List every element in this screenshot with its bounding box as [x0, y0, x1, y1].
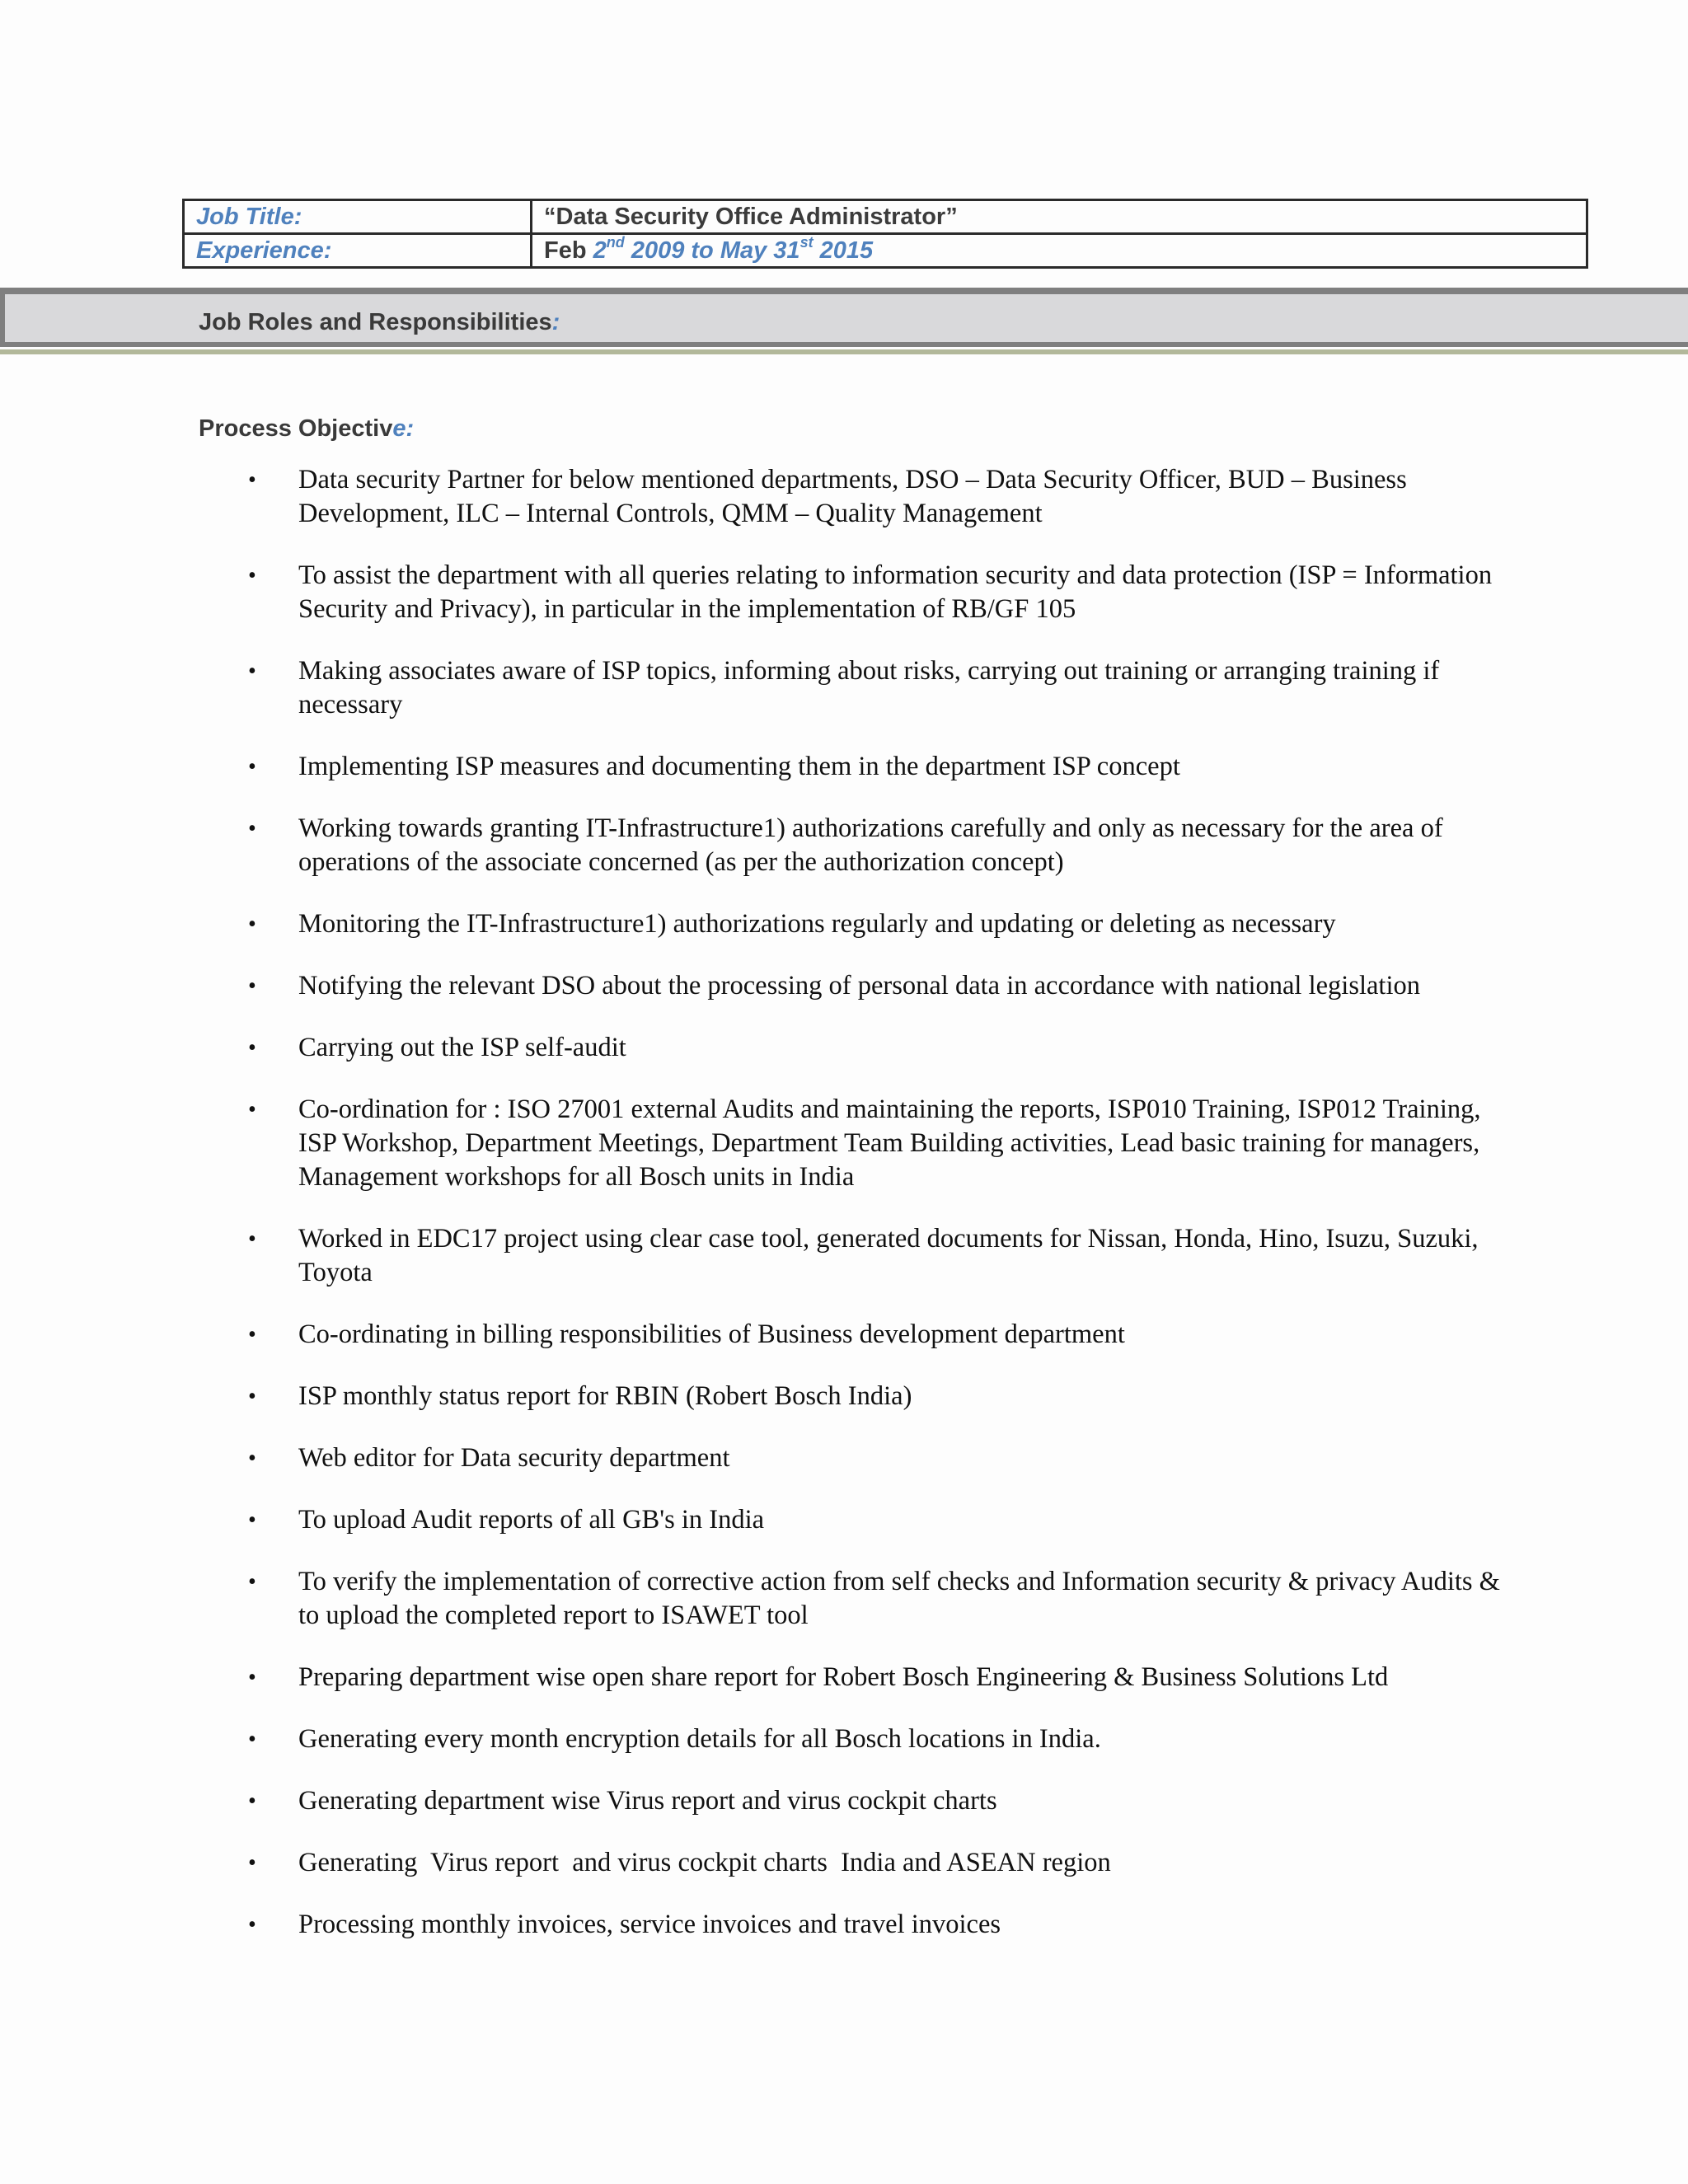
bullet-icon: •	[248, 467, 256, 493]
list-item	[247, 1441, 1500, 1475]
experience-start-day: 2	[593, 237, 607, 264]
list-item-text: Preparing department wise open share report for Robert Bosch Engineering & Business Solutions Ltd	[298, 1662, 1389, 1692]
bullet-icon: •	[248, 1035, 256, 1061]
list-item	[247, 1846, 1500, 1880]
experience-start-suffix: nd	[606, 233, 625, 251]
process-objective-heading	[199, 415, 414, 443]
list-item	[247, 1031, 1500, 1065]
bullet-icon: •	[248, 1507, 256, 1533]
list-item	[247, 559, 1500, 626]
list-item-text: To upload Audit reports of all GB's in India	[298, 1505, 765, 1535]
process-objective-heading-tail: e:	[392, 415, 415, 442]
experience-end-year: 2015	[819, 237, 874, 264]
bullet-icon: •	[248, 1097, 256, 1122]
list-item	[247, 1784, 1500, 1818]
bullet-icon: •	[248, 1665, 256, 1690]
list-item	[247, 654, 1500, 722]
bullet-icon: •	[248, 1912, 256, 1938]
list-item-text: Co-ordination for : ISO 27001 external Audits and maintaining the reports, ISP010 Training, ISP012 Training, ISP Workshop, Department Meetings, Department Team Building activities, Lead basic training for managers, Management workshops for all Bosch units in India	[298, 1094, 1501, 1192]
bullet-icon: •	[248, 754, 256, 780]
bullet-icon: •	[248, 973, 256, 999]
list-item-text: Web editor for Data security department	[298, 1443, 730, 1473]
list-item-text: ISP monthly status report for RBIN (Robert Bosch India)	[298, 1381, 912, 1411]
list-item	[247, 1380, 1500, 1413]
list-item	[247, 1093, 1500, 1194]
list-item	[247, 1722, 1500, 1756]
list-item-text: Making associates aware of ISP topics, informing about risks, carrying out training or arranging training if necessary	[298, 656, 1447, 719]
section-header-underline	[0, 349, 1688, 354]
experience-start-month: Feb	[544, 237, 587, 264]
job-info-table	[182, 199, 1588, 269]
list-item-text: Generating every month encryption details for all Bosch locations in India.	[298, 1724, 1101, 1754]
list-item	[247, 1661, 1500, 1694]
list-item-text: Co-ordinating in billing responsibilities of Business development department	[298, 1319, 1125, 1349]
experience-label: Experience:	[184, 234, 532, 268]
bullet-icon: •	[248, 912, 256, 937]
bullet-icon: •	[248, 1788, 256, 1814]
list-item	[247, 812, 1500, 879]
bullet-icon: •	[248, 1322, 256, 1347]
section-title	[199, 309, 560, 336]
bullet-icon: •	[248, 1569, 256, 1595]
list-item	[247, 1222, 1500, 1290]
list-item	[247, 750, 1500, 784]
bullet-icon: •	[248, 563, 256, 588]
bullet-icon: •	[248, 816, 256, 841]
job-title-label: Job Title:	[184, 200, 532, 234]
list-item-text: Implementing ISP measures and documenting them in the department ISP concept	[298, 752, 1180, 781]
list-item-text: Worked in EDC17 project using clear case tool, generated documents for Nissan, Honda, Hino, Isuzu, Suzuki, Toyota	[298, 1224, 1485, 1287]
bullet-icon: •	[248, 1446, 256, 1471]
list-item-text: To assist the department with all queries relating to information security and data protection (ISP = Information Security and Privacy), in particular in the implementation of RB/GF 105	[298, 560, 1499, 624]
list-item-text: Monitoring the IT-Infrastructure1) authorizations regularly and updating or deleting as necessary	[298, 909, 1336, 939]
bullet-icon: •	[248, 1226, 256, 1252]
section-title-colon: :	[551, 309, 560, 335]
bullet-icon: •	[248, 1727, 256, 1752]
list-item	[247, 1565, 1507, 1633]
list-item-text: To verify the implementation of corrective action from self checks and Information security & privacy Audits & to upload the completed report to ISAWET tool	[298, 1567, 1507, 1630]
experience-start-year: 2009 to May 31	[631, 237, 800, 264]
experience-end-suffix: st	[799, 233, 814, 251]
bullet-icon: •	[248, 1384, 256, 1409]
section-title-text: Job Roles and Responsibilities	[199, 309, 552, 335]
list-item	[247, 969, 1500, 1003]
list-item	[247, 907, 1500, 941]
job-title-row	[184, 200, 1587, 234]
process-objective-heading-main: Process Objectiv	[199, 415, 393, 442]
list-item	[247, 463, 1500, 531]
list-item-text: Generating Virus report and virus cockpit charts India and ASEAN region	[298, 1848, 1111, 1877]
list-item-text: Working towards granting IT-Infrastructure1) authorizations carefully and only as necessary for the area of operations of the associate concerned (as per the authorization concept)	[298, 813, 1450, 877]
experience-row	[184, 234, 1587, 268]
list-item	[247, 1318, 1500, 1352]
list-item	[247, 1503, 1500, 1537]
list-item-text: Notifying the relevant DSO about the processing of personal data in accordance with national legislation	[298, 971, 1420, 1001]
list-item-text: Carrying out the ISP self-audit	[298, 1033, 626, 1062]
experience-value	[532, 234, 1587, 268]
responsibilities-list	[247, 463, 1507, 1942]
bullet-icon: •	[248, 658, 256, 684]
bullet-icon: •	[248, 1850, 256, 1876]
list-item-text: Data security Partner for below mentioned departments, DSO – Data Security Officer, BUD – Business Development, ILC – Internal Controls, QMM – Quality Management	[298, 465, 1414, 528]
job-title-value: “Data Security Office Administrator”	[532, 200, 1587, 234]
list-item-text: Generating department wise Virus report and virus cockpit charts	[298, 1786, 997, 1816]
list-item	[247, 1908, 1500, 1942]
list-item-text: Processing monthly invoices, service invoices and travel invoices	[298, 1910, 1001, 1939]
